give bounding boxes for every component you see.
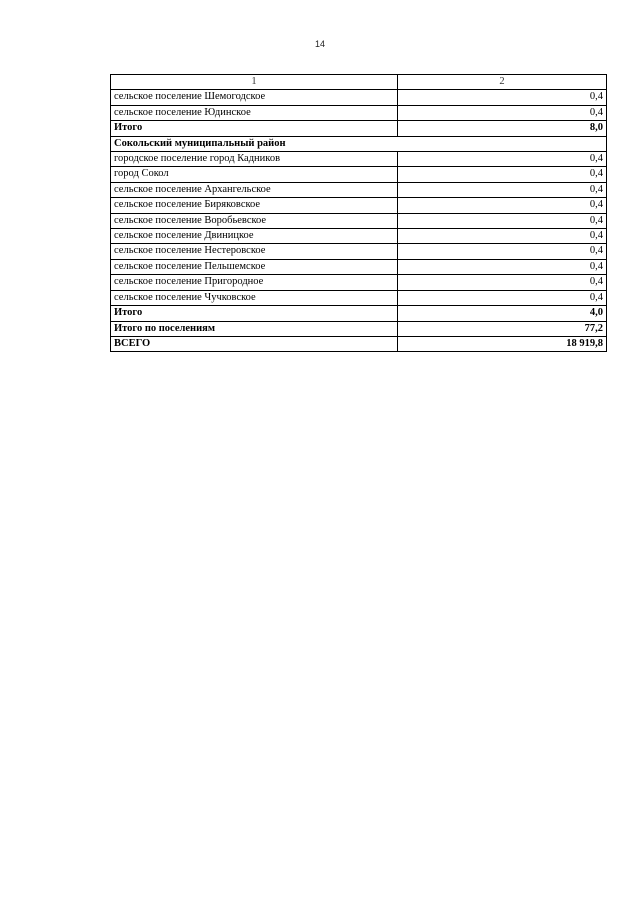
settlement-name: сельское поселение Архангельское bbox=[111, 182, 398, 197]
settlement-value: 0,4 bbox=[398, 290, 607, 305]
settlement-name: сельское поселение Юдинское bbox=[111, 105, 398, 120]
settlement-value: 0,4 bbox=[398, 90, 607, 105]
page-number: 14 bbox=[314, 39, 325, 49]
settlement-value: 0,4 bbox=[398, 182, 607, 197]
total-label: ВСЕГО bbox=[111, 336, 398, 351]
settlement-name: сельское поселение Биряковское bbox=[111, 198, 398, 213]
total-value: 4,0 bbox=[398, 306, 607, 321]
settlement-value: 0,4 bbox=[398, 229, 607, 244]
table-row bbox=[111, 167, 607, 182]
total-value: 18 919,8 bbox=[398, 336, 607, 351]
table-row bbox=[111, 105, 607, 120]
table-row bbox=[111, 290, 607, 305]
settlement-value: 0,4 bbox=[398, 244, 607, 259]
settlement-name: сельское поселение Чучковское bbox=[111, 290, 398, 305]
table-row bbox=[111, 259, 607, 274]
total-label: Итого по поселениям bbox=[111, 321, 398, 336]
section-row bbox=[111, 136, 607, 151]
settlement-value: 0,4 bbox=[398, 213, 607, 228]
table-row bbox=[111, 229, 607, 244]
total-row bbox=[111, 121, 607, 136]
settlement-name: сельское поселение Воробьевское bbox=[111, 213, 398, 228]
table-row bbox=[111, 275, 607, 290]
settlement-value: 0,4 bbox=[398, 275, 607, 290]
settlement-name: сельское поселение Двиницкое bbox=[111, 229, 398, 244]
settlement-name: городское поселение город Кадников bbox=[111, 152, 398, 167]
settlement-value: 0,4 bbox=[398, 152, 607, 167]
total-row bbox=[111, 306, 607, 321]
settlements-table bbox=[110, 74, 607, 352]
settlement-value: 0,4 bbox=[398, 167, 607, 182]
table-row bbox=[111, 182, 607, 197]
settlement-value: 0,4 bbox=[398, 259, 607, 274]
section-title: Сокольский муниципальный район bbox=[111, 136, 607, 151]
table-header-row bbox=[111, 75, 607, 90]
table-row bbox=[111, 213, 607, 228]
total-value: 77,2 bbox=[398, 321, 607, 336]
column-header-1: 1 bbox=[111, 75, 398, 90]
settlement-value: 0,4 bbox=[398, 105, 607, 120]
table-row bbox=[111, 244, 607, 259]
table-body bbox=[111, 75, 607, 352]
settlement-name: сельское поселение Пригородное bbox=[111, 275, 398, 290]
total-label: Итого bbox=[111, 121, 398, 136]
settlement-name: сельское поселение Пельшемское bbox=[111, 259, 398, 274]
settlement-value: 0,4 bbox=[398, 198, 607, 213]
total-row bbox=[111, 321, 607, 336]
table-row bbox=[111, 90, 607, 105]
settlement-name: город Сокол bbox=[111, 167, 398, 182]
settlement-name: сельское поселение Нестеровское bbox=[111, 244, 398, 259]
total-row bbox=[111, 336, 607, 351]
total-label: Итого bbox=[111, 306, 398, 321]
table-row bbox=[111, 152, 607, 167]
settlement-name: сельское поселение Шемогодское bbox=[111, 90, 398, 105]
column-header-2: 2 bbox=[398, 75, 607, 90]
total-value: 8,0 bbox=[398, 121, 607, 136]
table-row bbox=[111, 198, 607, 213]
